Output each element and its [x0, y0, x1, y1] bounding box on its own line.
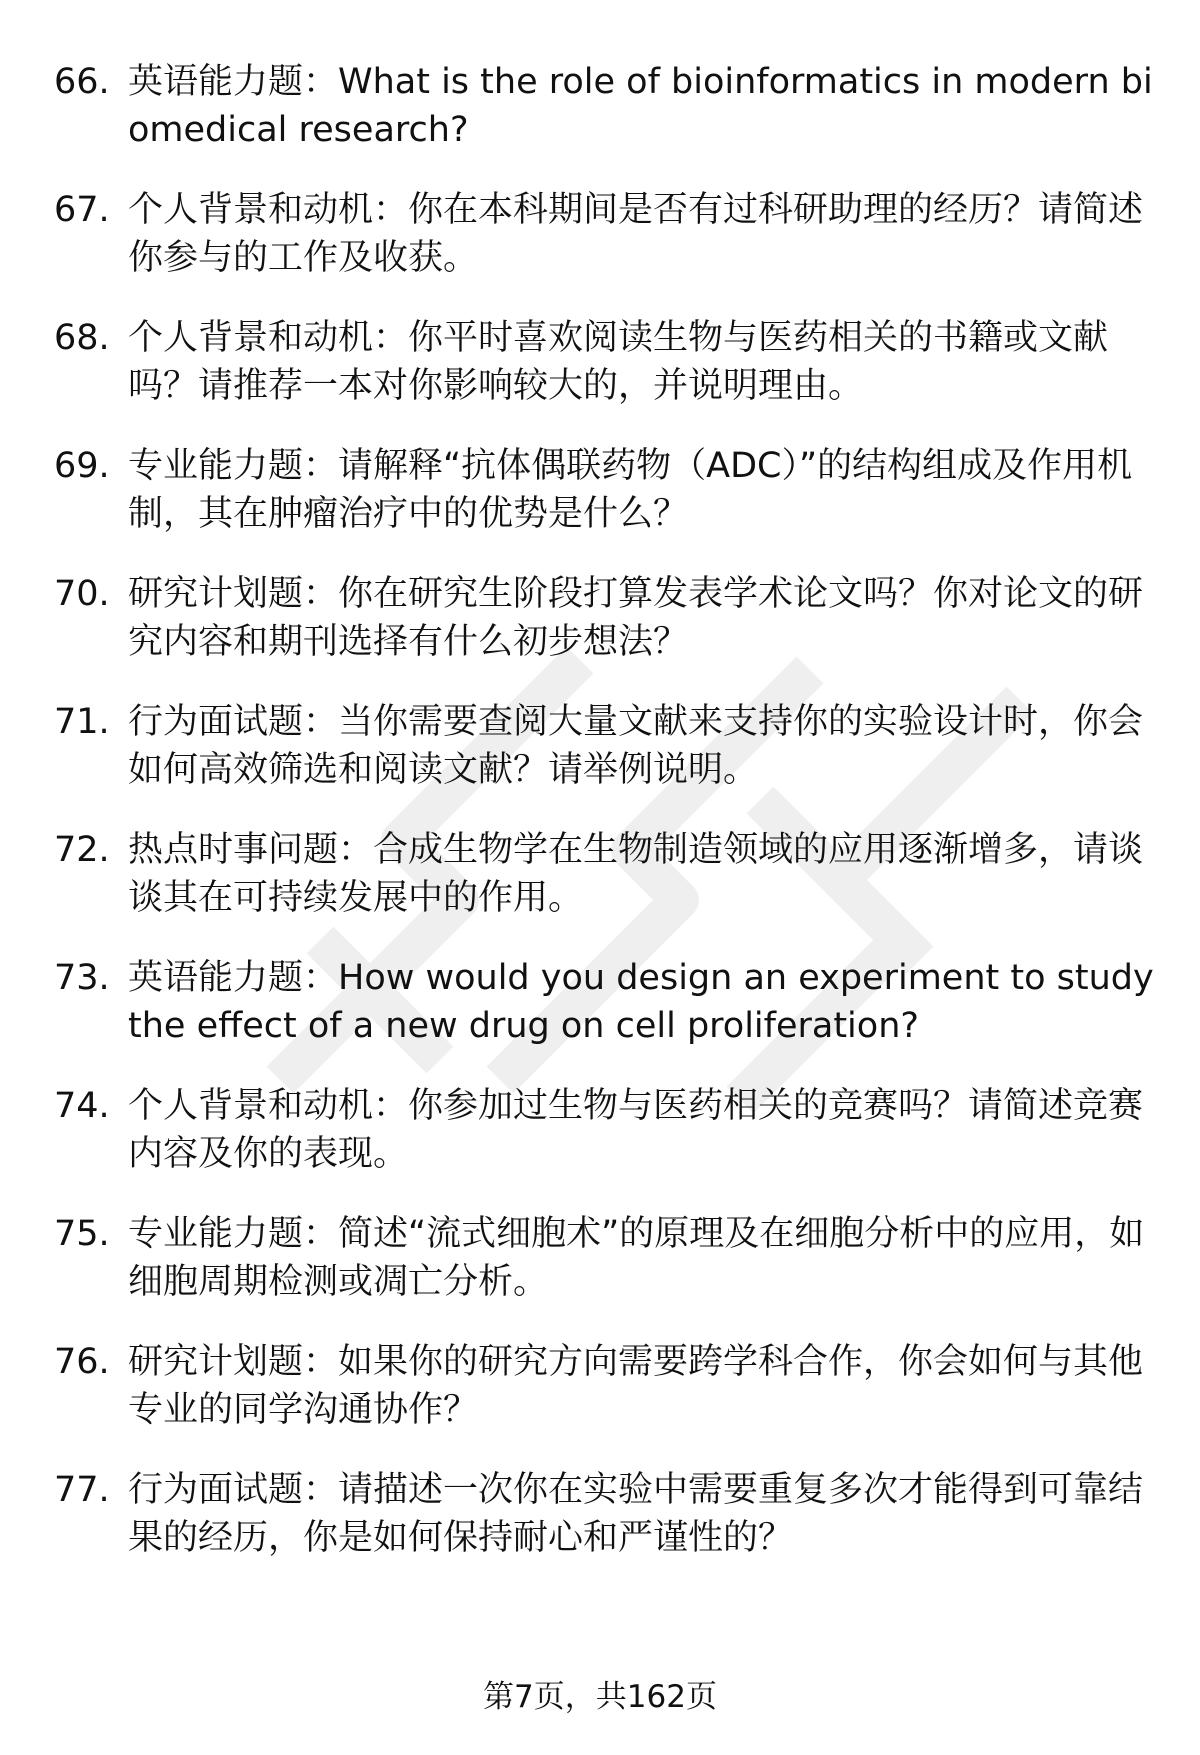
question-text: 个人背景和动机：你在本科期间是否有过科研助理的经历？请简述你参与的工作及收获。	[128, 190, 1144, 278]
question-text: 英语能力题：How would you design an experiment to study the effect of a new drug on cell proliferation?	[128, 958, 1154, 1046]
question-item	[54, 442, 1164, 570]
question-text: 专业能力题：简述“流式细胞术”的原理及在细胞分析中的应用，如细胞周期检测或凋亡分析。	[128, 1214, 1145, 1302]
question-text: 行为面试题：当你需要查阅大量文献来支持你的实验设计时，你会如何高效筛选和阅读文献？请举例说明。	[128, 702, 1144, 790]
question-number: 71.	[54, 702, 110, 742]
question-item	[54, 1210, 1164, 1338]
question-text: 行为面试题：请描述一次你在实验中需要重复多次才能得到可靠结果的经历，你是如何保持耐心和严谨性的？	[128, 1470, 1144, 1558]
question-number: 73.	[54, 958, 110, 998]
question-item	[54, 570, 1164, 698]
page-number-label: 第7页，共162页	[483, 1679, 717, 1715]
question-item	[54, 1338, 1164, 1466]
question-item	[54, 954, 1164, 1082]
question-item	[54, 1082, 1164, 1210]
question-text: 研究计划题：如果你的研究方向需要跨学科合作，你会如何与其他专业的同学沟通协作？	[128, 1342, 1144, 1430]
question-number: 75.	[54, 1214, 110, 1254]
question-text: 个人背景和动机：你参加过生物与医药相关的竞赛吗？请简述竞赛内容及你的表现。	[128, 1086, 1144, 1174]
question-number: 69.	[54, 446, 110, 486]
question-text: 专业能力题：请解释“抗体偶联药物（ADC）”的结构组成及作用机制，其在肿瘤治疗中的优势是什么？	[128, 446, 1133, 534]
question-item	[54, 314, 1164, 442]
question-number: 70.	[54, 574, 110, 614]
question-number: 72.	[54, 830, 110, 870]
question-text: 研究计划题：你在研究生阶段打算发表学术论文吗？你对论文的研究内容和期刊选择有什么初步想法？	[128, 574, 1144, 662]
question-number: 66.	[54, 62, 110, 102]
page-footer	[0, 1675, 1200, 1719]
question-text: 热点时事问题：合成生物学在生物制造领域的应用逐渐增多，请谈谈其在可持续发展中的作用。	[128, 830, 1144, 918]
question-item	[54, 826, 1164, 954]
question-text: 英语能力题：What is the role of bioinformatics in modern biomedical research?	[128, 62, 1153, 150]
question-number: 67.	[54, 190, 110, 230]
question-list	[54, 58, 1164, 1594]
question-item	[54, 58, 1164, 186]
question-item	[54, 186, 1164, 314]
question-number: 77.	[54, 1470, 110, 1510]
question-number: 68.	[54, 318, 110, 358]
question-item	[54, 1466, 1164, 1594]
question-item	[54, 698, 1164, 826]
question-text: 个人背景和动机：你平时喜欢阅读生物与医药相关的书籍或文献吗？请推荐一本对你影响较大的，并说明理由。	[128, 318, 1109, 406]
question-number: 74.	[54, 1086, 110, 1126]
question-number: 76.	[54, 1342, 110, 1382]
